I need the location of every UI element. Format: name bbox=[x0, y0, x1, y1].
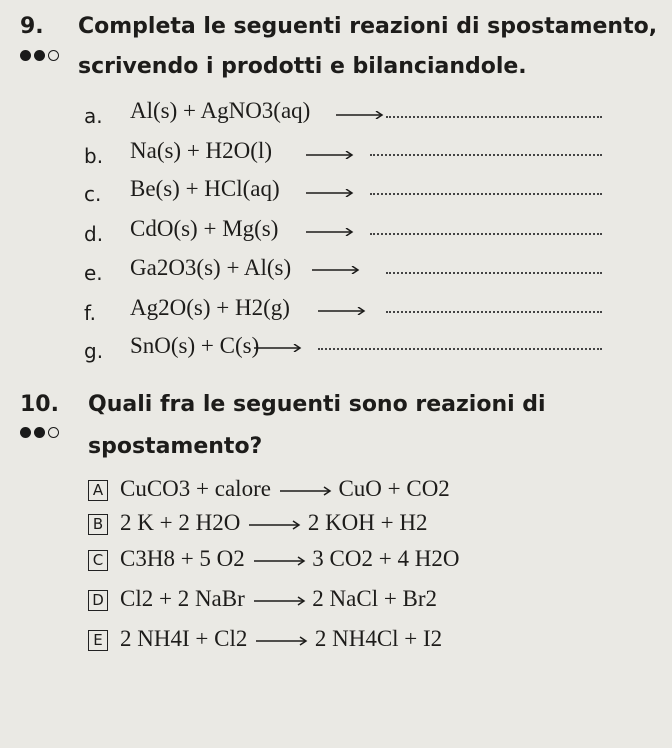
question-10-number: 10. bbox=[20, 392, 59, 417]
question-9-number: 9. bbox=[20, 14, 44, 39]
option-left: C3H8 + 5 O2 bbox=[120, 546, 245, 571]
question-9-text-line2: scrivendo i prodotti e bilanciandole. bbox=[78, 54, 527, 79]
reaction-reactants: Ga2O3(s) + Al(s) bbox=[130, 255, 292, 280]
difficulty-dot-empty bbox=[48, 427, 59, 438]
difficulty-indicator bbox=[20, 50, 59, 61]
item-label: a. bbox=[84, 104, 103, 128]
option-right: 2 NaCl + Br2 bbox=[312, 586, 438, 611]
answer-blank[interactable] bbox=[318, 348, 602, 350]
reaction-arrow bbox=[254, 344, 302, 352]
answer-blank[interactable] bbox=[386, 116, 602, 118]
reaction-reactants: Na(s) + H2O(l) bbox=[130, 138, 272, 163]
option-c[interactable] bbox=[88, 546, 459, 572]
option-right: 2 NH4Cl + I2 bbox=[314, 626, 443, 651]
difficulty-dot-filled bbox=[20, 50, 31, 61]
item-label: d. bbox=[84, 222, 104, 246]
reaction-reactants: CdO(s) + Mg(s) bbox=[130, 216, 279, 241]
difficulty-dot-filled bbox=[34, 427, 45, 438]
item-label: f. bbox=[84, 301, 96, 325]
answer-blank[interactable] bbox=[386, 272, 602, 274]
reaction-reactants: Ag2O(s) + H2(g) bbox=[130, 295, 290, 320]
reaction-arrow bbox=[251, 596, 307, 606]
reaction-arrow bbox=[253, 636, 309, 646]
reaction-reactants: Be(s) + HCl(aq) bbox=[130, 176, 280, 201]
difficulty-dot-empty bbox=[48, 50, 59, 61]
option-letter-box: B bbox=[88, 514, 108, 535]
item-label: c. bbox=[84, 182, 102, 206]
question-10-text-line1: Quali fra le seguenti sono reazioni di bbox=[88, 392, 546, 417]
reaction-reactants: Al(s) + AgNO3(aq) bbox=[130, 98, 311, 123]
option-letter-box: E bbox=[88, 630, 108, 651]
answer-blank[interactable] bbox=[370, 233, 602, 235]
answer-blank[interactable] bbox=[370, 154, 602, 156]
item-label: b. bbox=[84, 144, 104, 168]
option-right: 3 CO2 + 4 H2O bbox=[312, 546, 460, 571]
option-d[interactable] bbox=[88, 586, 437, 612]
option-letter-box: C bbox=[88, 550, 108, 571]
answer-blank[interactable] bbox=[370, 193, 602, 195]
reaction-arrow bbox=[318, 307, 366, 315]
answer-blank[interactable] bbox=[386, 311, 602, 313]
item-label: g. bbox=[84, 339, 104, 363]
option-e[interactable] bbox=[88, 626, 442, 652]
option-left: 2 K + 2 H2O bbox=[120, 510, 241, 535]
option-left: CuCO3 + calore bbox=[120, 476, 271, 501]
option-left: Cl2 + 2 NaBr bbox=[120, 586, 245, 611]
question-10-text-line2: spostamento? bbox=[88, 434, 263, 459]
question-9-text-line1: Completa le seguenti reazioni di spostamento, bbox=[78, 14, 658, 39]
reaction-arrow bbox=[306, 228, 354, 236]
option-a[interactable] bbox=[88, 476, 450, 502]
reaction-arrow bbox=[306, 151, 354, 159]
option-right: 2 KOH + H2 bbox=[307, 510, 428, 535]
reaction-arrow bbox=[312, 266, 360, 274]
reaction-arrow bbox=[306, 189, 354, 197]
option-left: 2 NH4I + Cl2 bbox=[120, 626, 248, 651]
option-letter-box: D bbox=[88, 590, 108, 611]
reaction-arrow bbox=[246, 520, 302, 530]
item-label: e. bbox=[84, 261, 103, 285]
option-b[interactable] bbox=[88, 510, 427, 536]
reaction-arrow bbox=[336, 111, 384, 119]
difficulty-indicator bbox=[20, 427, 59, 438]
difficulty-dot-filled bbox=[34, 50, 45, 61]
reaction-arrow bbox=[277, 486, 333, 496]
reaction-reactants: SnO(s) + C(s) bbox=[130, 333, 260, 358]
option-letter-box: A bbox=[88, 480, 108, 501]
reaction-arrow bbox=[251, 556, 307, 566]
difficulty-dot-filled bbox=[20, 427, 31, 438]
option-right: CuO + CO2 bbox=[338, 476, 450, 501]
